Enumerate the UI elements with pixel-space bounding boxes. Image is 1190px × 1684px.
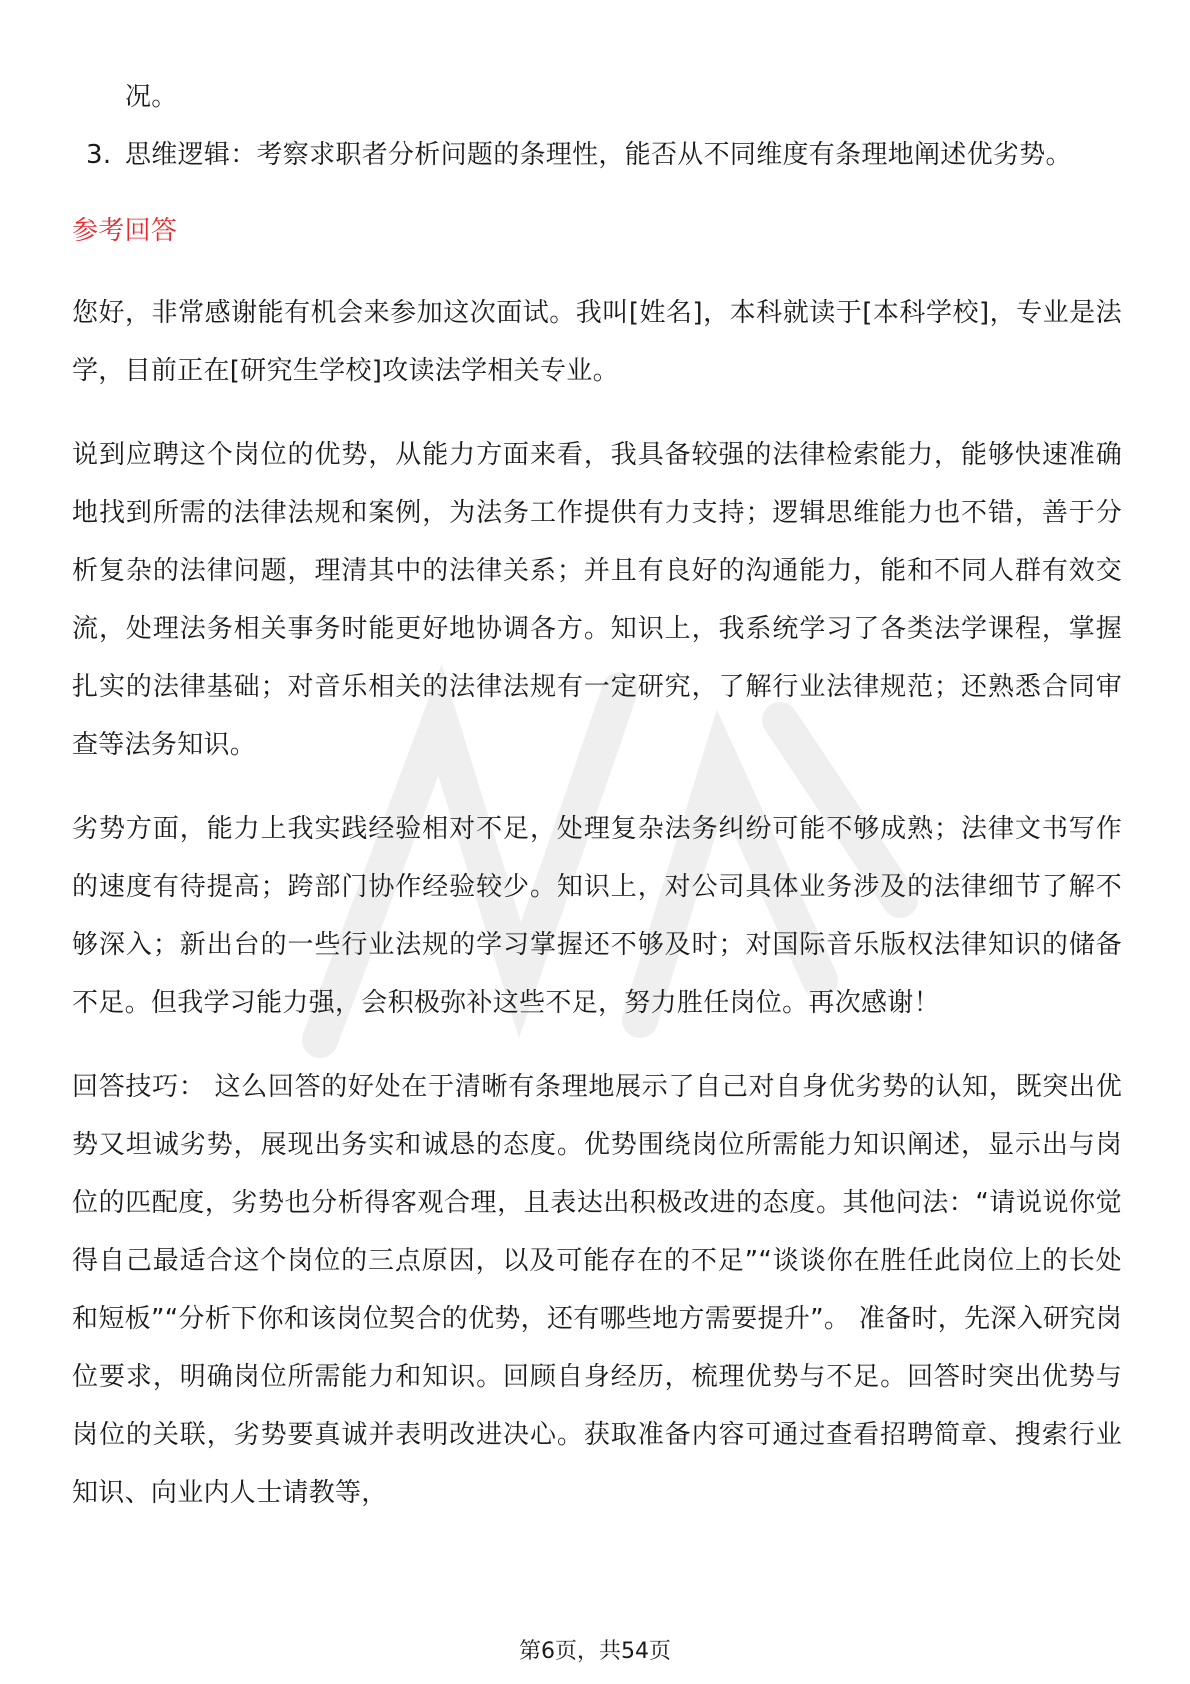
section-heading: 参考回答 <box>72 216 178 246</box>
list-continuation: 况。 <box>125 82 178 112</box>
paragraph-strengths: 说到应聘这个岗位的优势，从能力方面来看，我具备较强的法律检索能力，能够快速准确地找到所需的法律法规和案例，为法务工作提供有力支持；逻辑思维能力也不错，善于分析复杂的法律问题，理清其中的法律关系；并且有良好的沟通能力，能和不同人群有效交流，处理法务相关事务时能更好地协调各方。知识上，我系统学习了各类法学课程，掌握扎实的法律基础；对音乐相关的法律法规有一定研究，了解行业法律规范；还熟悉合同审查等法务知识。 <box>72 440 1122 760</box>
document-body <box>72 68 1122 1522</box>
list-item <box>72 126 1122 184</box>
page-footer: 第6页，共54页 <box>519 1639 671 1664</box>
paragraph-tips: 回答技巧： 这么回答的好处在于清晰有条理地展示了自己对自身优劣势的认知，既突出优势又坦诚劣势，展现出务实和诚恳的态度。优势围绕岗位所需能力知识阐述，显示出与岗位的匹配度，劣势也分析得客观合理，且表达出积极改进的态度。其他问法：“请说说你觉得自己最适合这个岗位的三点原因，以及可能存在的不足”“谈谈你在胜任此岗位上的长处和短板”“分析下你和该岗位契合的优势，还有哪些地方需要提升”。 准备时，先深入研究岗位要求，明确岗位所需能力和知识。回顾自身经历，梳理优势与不足。回答时突出优势与岗位的关联，劣势要真诚并表明改进决心。获取准备内容可通过查看招聘简章、搜索行业知识、向业内人士请教等， <box>72 1072 1122 1508</box>
list-number: 3. <box>86 140 112 170</box>
list-text: 思维逻辑：考察求职者分析问题的条理性，能否从不同维度有条理地阐述优劣势。 <box>125 140 1072 170</box>
paragraph-intro: 您好，非常感谢能有机会来参加这次面试。我叫[姓名]，本科就读于[本科学校]，专业是法学，目前正在[研究生学校]攻读法学相关专业。 <box>72 298 1122 386</box>
paragraph-weaknesses: 劣势方面，能力上我实践经验相对不足，处理复杂法务纠纷可能不够成熟；法律文书写作的速度有待提高；跨部门协作经验较少。知识上，对公司具体业务涉及的法律细节了解不够深入；新出台的一些行业法规的学习掌握还不够及时；对国际音乐版权法律知识的储备不足。但我学习能力强，会积极弥补这些不足，努力胜任岗位。再次感谢！ <box>72 814 1122 1018</box>
